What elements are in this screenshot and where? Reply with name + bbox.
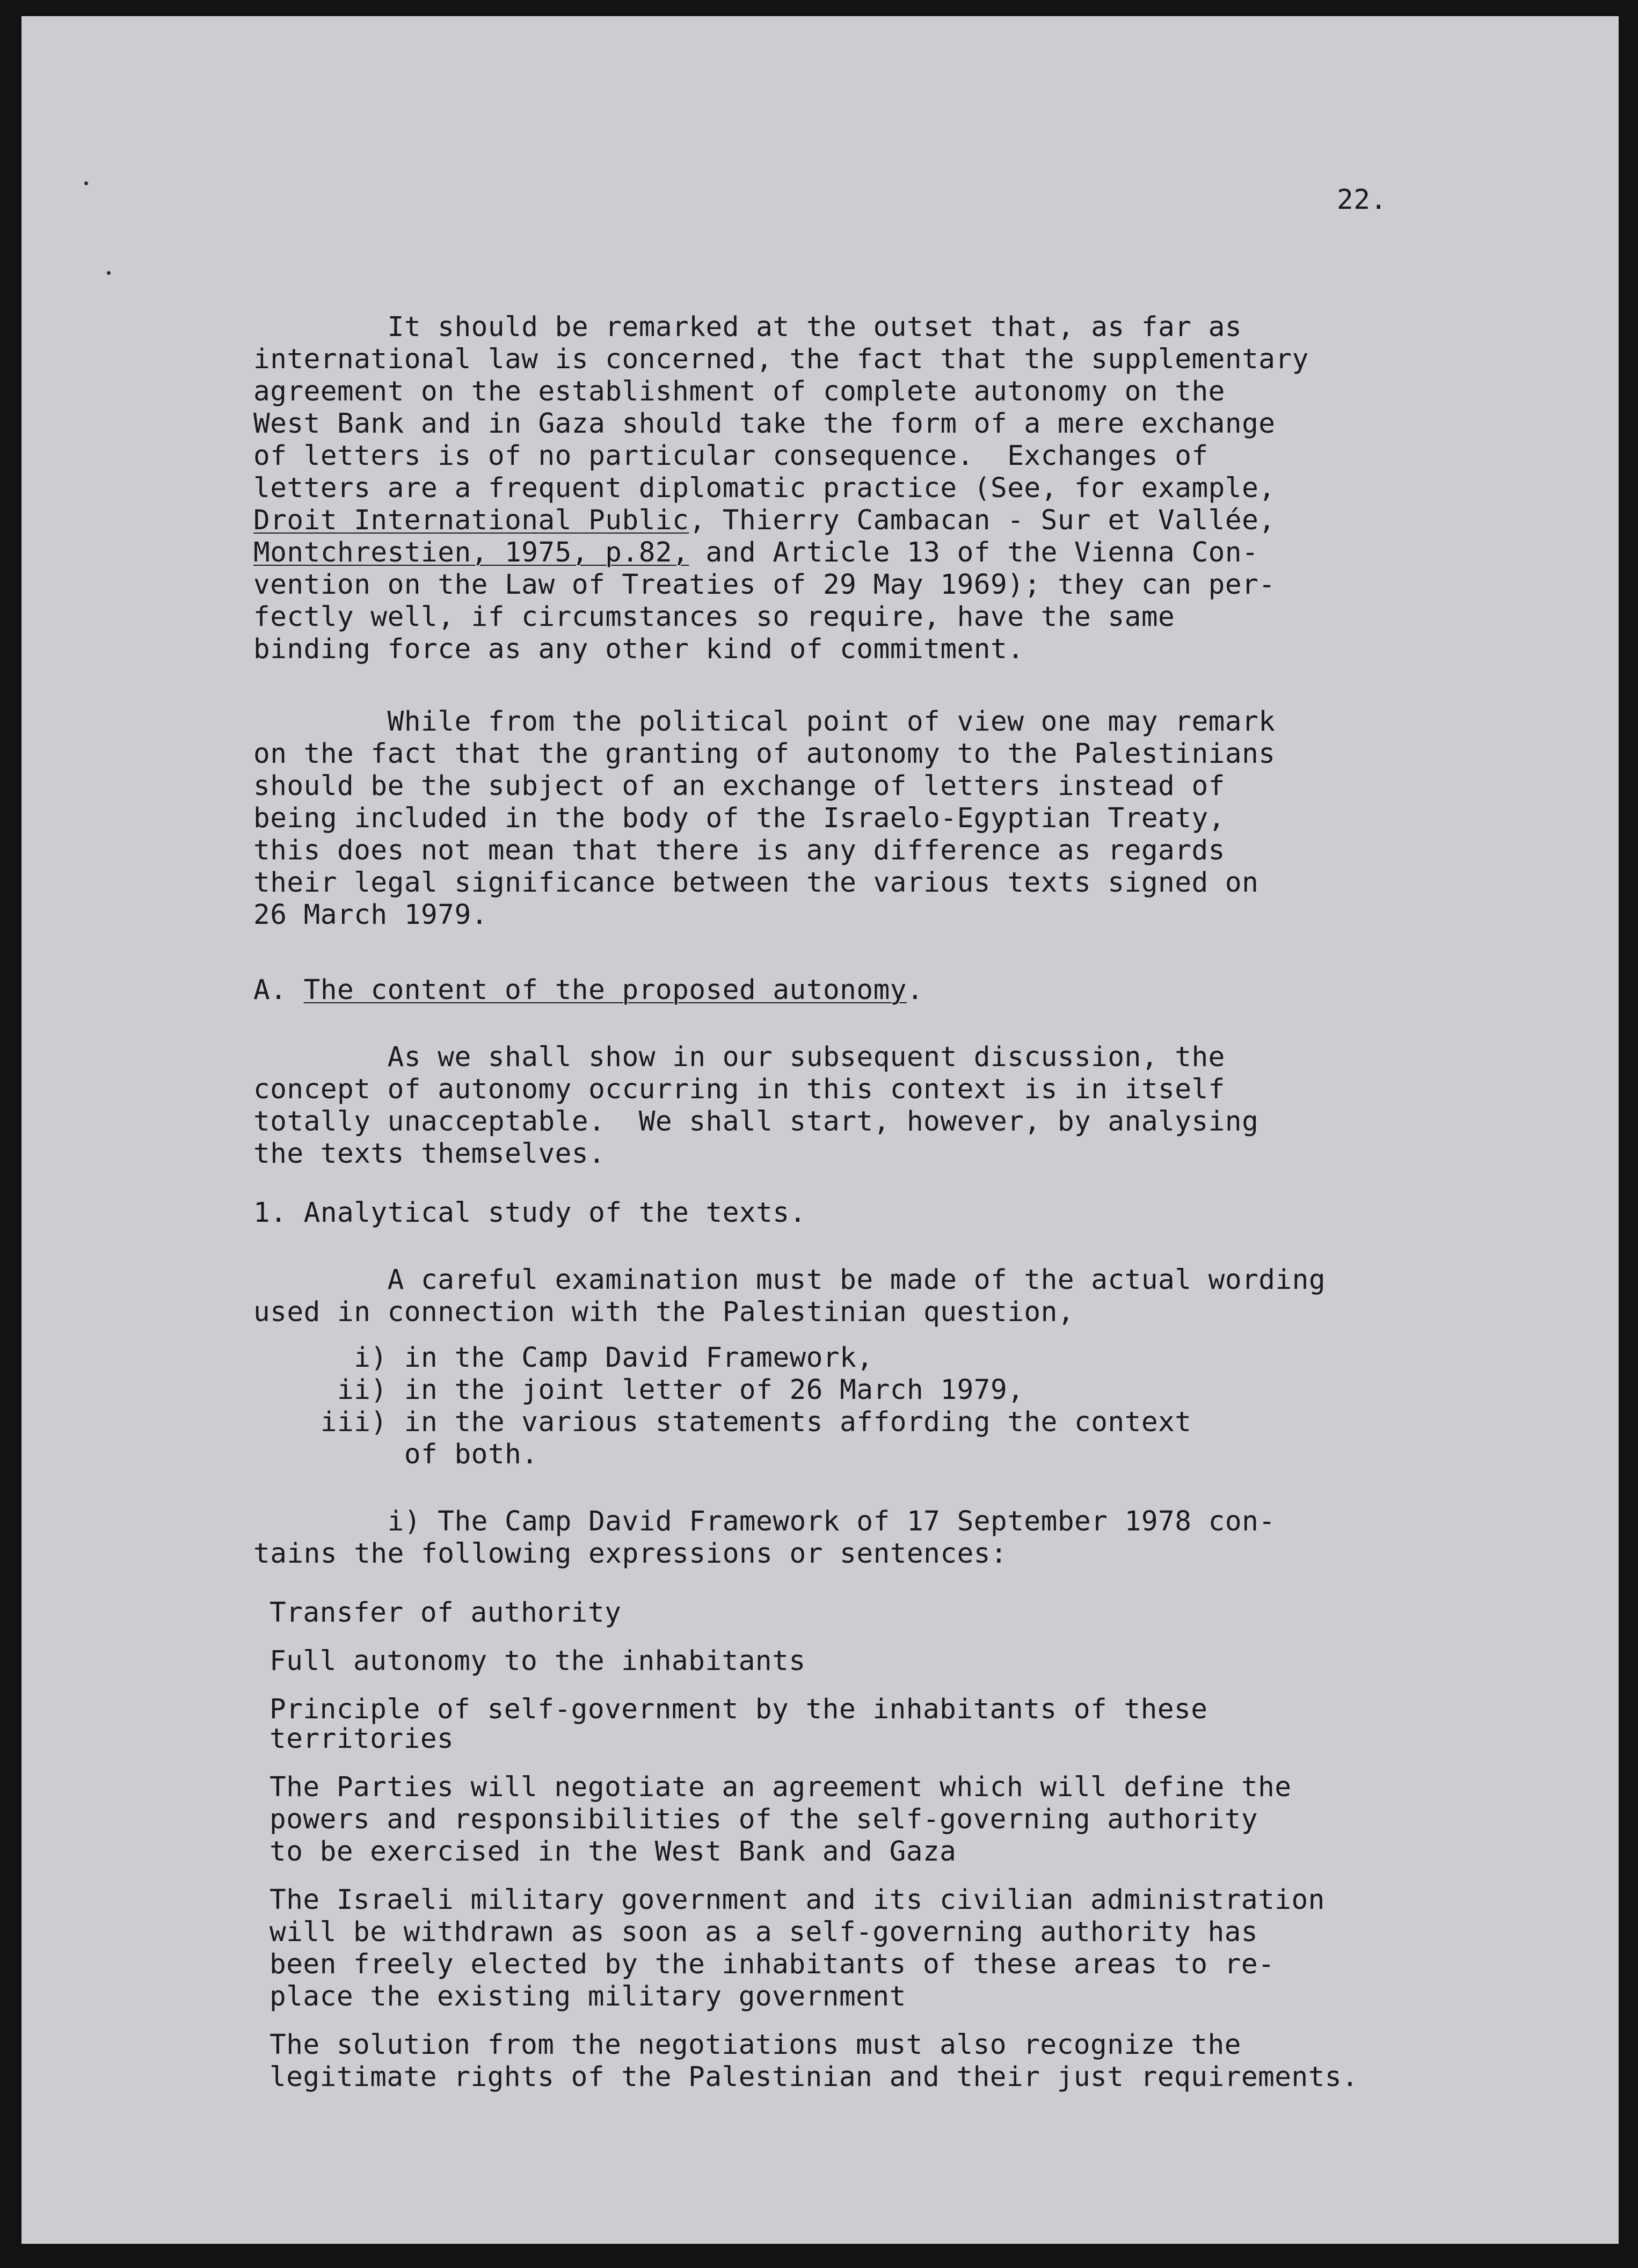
paragraph-1-line-10: fectly well, if circumstances so require, have the same — [253, 601, 1175, 633]
paragraph-1-line-8 — [253, 537, 1258, 569]
quote-5-line-4: place the existing military government — [270, 1981, 906, 2012]
paragraph-3-line-4: the texts themselves. — [253, 1138, 606, 1170]
paragraph-1-line-5: of letters is of no particular consequence. Exchanges of — [253, 440, 1209, 472]
paragraph-5-line-2: tains the following expressions or sentences: — [253, 1538, 1008, 1570]
quote-3-line-2: territories — [270, 1723, 454, 1755]
list-item-3-continued: of both. — [253, 1439, 538, 1470]
paragraph-1-line-7 — [253, 505, 1276, 537]
paragraph-4-line-1: A careful examination must be made of the actual wording — [253, 1264, 1326, 1296]
reference-publisher: Montchrestien, 1975, p.82, — [253, 537, 689, 568]
quote-6-line-2: legitimate rights of the Palestinian and their just requirements. — [270, 2061, 1359, 2093]
paragraph-2-line-2: on the fact that the granting of autonomy to the Palestinians — [253, 738, 1276, 770]
quote-2-line-1: Full autonomy to the inhabitants — [270, 1645, 806, 1677]
paragraph-3-line-2: concept of autonomy occurring in this context is in itself — [253, 1074, 1225, 1105]
paragraph-1-line-2: international law is concerned, the fact that the supplementary — [253, 344, 1309, 375]
reference-title: Droit International Public — [253, 505, 689, 536]
list-item-1: i) in the Camp David Framework, — [253, 1342, 873, 1374]
paragraph-1-line-4: West Bank and in Gaza should take the form of a mere exchange — [253, 408, 1276, 440]
paragraph-1-line-9: vention on the Law of Treaties of 29 May 1969); they can per- — [253, 569, 1276, 601]
paragraph-1-line-3: agreement on the establishment of complete autonomy on the — [253, 376, 1225, 407]
paragraph-1-line-11: binding force as any other kind of commitment. — [253, 633, 1024, 665]
paragraph-1-line-6: letters are a frequent diplomatic practice (See, for example, — [253, 472, 1276, 504]
section-heading-a-prefix: A. — [253, 974, 304, 1006]
quote-4-line-2: powers and responsibilities of the self-governing authority — [270, 1804, 1258, 1835]
reference-author: , Thierry Cambacan - Sur et Vallée, — [689, 505, 1276, 536]
subsection-heading-1: 1. Analytical study of the texts. — [253, 1197, 806, 1229]
paragraph-2-line-4: being included in the body of the Israelo-Egyptian Treaty, — [253, 803, 1225, 834]
punch-mark-bottom — [107, 271, 111, 275]
section-heading-a — [253, 974, 923, 1007]
quote-3-line-1: Principle of self-government by the inhabitants of these — [270, 1694, 1208, 1725]
document-page — [21, 16, 1619, 2244]
quote-1-line-1: Transfer of authority — [270, 1597, 622, 1629]
list-item-3: iii) in the various statements affording the context — [253, 1406, 1192, 1438]
list-item-2: ii) in the joint letter of 26 March 1979, — [253, 1374, 1024, 1406]
quote-5-line-3: been freely elected by the inhabitants of these areas to re- — [270, 1949, 1275, 1980]
section-heading-a-suffix: . — [907, 974, 924, 1006]
paragraph-3-line-3: totally unacceptable. We shall start, however, by analysing — [253, 1106, 1259, 1137]
paragraph-3-line-1: As we shall show in our subsequent discussion, the — [253, 1041, 1225, 1073]
quote-5-line-1: The Israeli military government and its civilian administration — [270, 1884, 1325, 1916]
paragraph-4-line-2: used in connection with the Palestinian question, — [253, 1296, 1075, 1328]
paragraph-1-line-1: It should be remarked at the outset that, as far as — [253, 311, 1242, 343]
paragraph-2-line-5: this does not mean that there is any difference as regards — [253, 835, 1225, 866]
paragraph-2-line-3: should be the subject of an exchange of letters instead of — [253, 770, 1225, 802]
paragraph-2-line-6: their legal significance between the various texts signed on — [253, 867, 1259, 899]
quote-4-line-1: The Parties will negotiate an agreement which will define the — [270, 1771, 1292, 1803]
paragraph-5-line-1: i) The Camp David Framework of 17 September 1978 con- — [253, 1506, 1276, 1537]
paragraph-2-line-7: 26 March 1979. — [253, 899, 488, 931]
quote-5-line-2: will be withdrawn as soon as a self-governing authority has — [270, 1916, 1258, 1948]
paragraph-1-line-8-tail: and Article 13 of the Vienna Con- — [689, 537, 1259, 568]
punch-mark-top — [84, 181, 88, 185]
quote-6-line-1: The solution from the negotiations must also recognize the — [270, 2029, 1241, 2061]
paragraph-2-line-1: While from the political point of view one may remark — [253, 706, 1276, 738]
quote-4-line-3: to be exercised in the West Bank and Gaza — [270, 1836, 957, 1868]
page-number: 22. — [1337, 184, 1387, 216]
section-heading-a-title: The content of the proposed autonomy — [303, 974, 907, 1006]
